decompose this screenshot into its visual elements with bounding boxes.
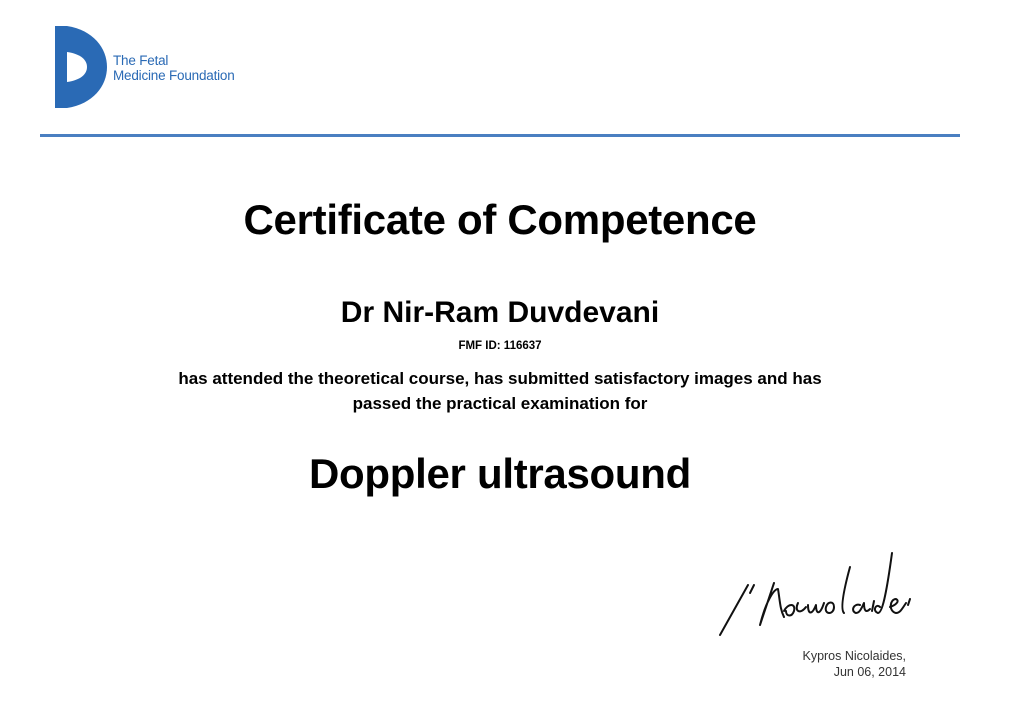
signatory-name: Kypros Nicolaides, [802, 649, 906, 663]
completion-statement [0, 366, 1000, 416]
fmf-logo-text [113, 53, 235, 83]
fmf-id: FMF ID: 116637 [458, 340, 542, 352]
certificate-title: Certificate of Competence [243, 196, 757, 243]
header-divider [40, 134, 960, 137]
certificate-date: Jun 06, 2014 [833, 665, 906, 679]
recipient-name: Dr Nir-Ram Duvdevani [340, 296, 660, 329]
course-name: Doppler ultrasound [309, 450, 691, 497]
fmf-logo-mark-icon [55, 26, 107, 108]
org-name-line1: The Fetal [113, 53, 169, 68]
statement-line1: has attended the theoretical course, has submitted satisfactory images and has [178, 369, 822, 388]
signatory-block [802, 648, 906, 680]
org-name-line2: Medicine Foundation [113, 68, 235, 83]
statement-line2: passed the practical examination for [352, 394, 648, 413]
signature-image [714, 545, 914, 640]
fmf-logo [55, 26, 235, 108]
